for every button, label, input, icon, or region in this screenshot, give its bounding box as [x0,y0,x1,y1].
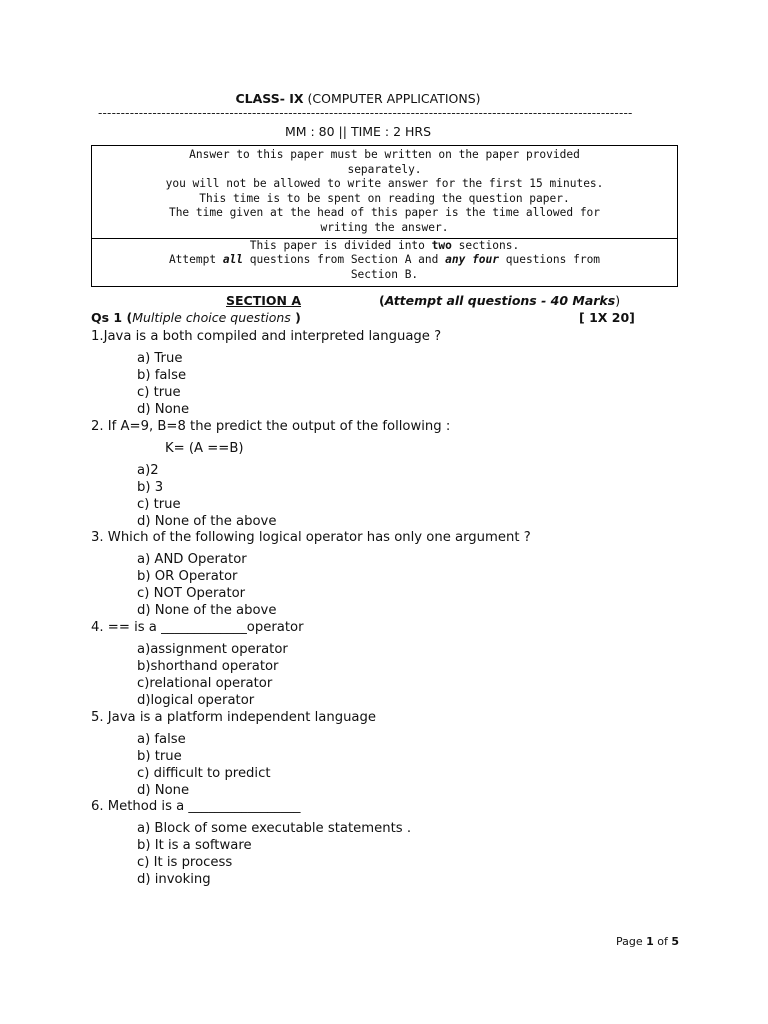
instruction-line: separately. [347,162,422,176]
option: d)logical operator [137,693,255,708]
section-title: SECTION A [226,293,302,308]
option: b) true [137,749,182,764]
option: c)relational operator [137,676,273,691]
option: b) 3 [137,480,164,495]
paren: ( [379,293,385,308]
instructions-box [91,145,678,287]
option: d) invoking [137,872,211,887]
question-expression: K= (A ==B) [165,441,244,456]
question-group-label [91,310,301,325]
option: a) True [137,351,183,366]
instruction-line: you will not be allowed to write answer for the first 15 minutes. [165,177,604,191]
question-text: 1.Java is a both compiled and interpreted language ? [91,329,442,344]
option: d) None of the above [137,603,277,618]
paper-title [0,91,716,106]
section-attempt-note [379,293,620,308]
instruction-text: sections. [451,238,520,252]
subject-label: (COMPUTER APPLICATIONS) [303,91,481,106]
page-label: Page [616,935,647,948]
option: c) true [137,385,181,400]
option: a)assignment operator [137,642,288,657]
instruction-text: questions from Section A and [243,253,446,267]
instruction-emphasis: all [222,253,244,267]
option: c) true [137,497,181,512]
instruction-line: Answer to this paper must be written on the paper provided [189,148,580,161]
option: b)shorthand operator [137,659,279,674]
option: d) None [137,402,190,417]
option: a) Block of some executable statements . [137,821,412,836]
option: a)2 [137,463,159,478]
dashed-divider: ---------------------------------------------------------------------------------------------------------------------- [98,106,633,120]
instruction-line: The time given at the head of this paper is the time allowed for [168,206,601,220]
attempt-text: Attempt all questions - 40 Marks [384,293,616,308]
instruction-line: Section B. [350,267,419,281]
page-total: 5 [671,935,680,948]
question-text: 2. If A=9, B=8 the predict the output of the following : [91,419,451,434]
instruction-line [98,253,671,268]
question-text: 5. Java is a platform independent language [91,710,376,725]
option: d) None [137,783,190,798]
question-text: 3. Which of the following logical operator has only one argument ? [91,530,531,545]
marks-allocation: [ 1X 20] [579,310,635,325]
option: c) It is process [137,855,233,870]
option: a) false [137,732,186,747]
instruction-line: This time is to be spent on reading the question paper. [199,191,570,205]
qs-close: ) [290,310,301,325]
instruction-line: writing the answer. [320,220,449,234]
of-label: of [653,935,672,948]
instructions-sections [92,239,677,283]
instructions-general [92,146,677,236]
qs-type: Multiple choice questions [132,310,291,325]
option: b) It is a software [137,838,252,853]
instruction-emphasis: two [431,238,452,252]
instruction-text: Attempt [168,253,223,267]
question-text: 4. == is a _____________operator [91,620,304,635]
qs-label: Qs 1 ( [91,310,133,325]
marks-time: MM : 80 || TIME : 2 HRS [284,124,432,139]
option: b) OR Operator [137,569,238,584]
page-footer [616,935,679,948]
class-label: CLASS- IX [235,91,304,106]
page-number: 1 [646,935,654,948]
option: c) difficult to predict [137,766,271,781]
option: d) None of the above [137,514,277,529]
option: c) NOT Operator [137,586,246,601]
instruction-text: questions from [499,253,601,267]
instruction-text: This paper is divided into [249,238,432,252]
option: a) AND Operator [137,552,247,567]
instruction-line [98,239,671,254]
option: b) false [137,368,187,383]
question-text: 6. Method is a _________________ [91,799,301,814]
instruction-emphasis: any four [445,253,500,267]
paren: ) [615,293,621,308]
